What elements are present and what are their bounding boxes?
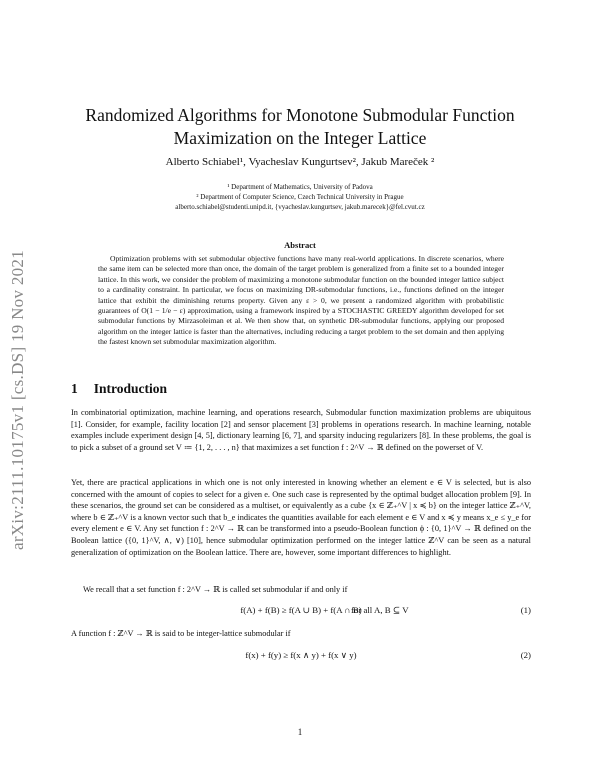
author-list: Alberto Schiabel¹, Vyacheslav Kungurtsev², Jakub Mareček ² <box>165 156 435 168</box>
page-number: 1 <box>297 727 303 737</box>
equation-2-number: (2) <box>520 650 531 660</box>
title-line-2: Maximization on the Integer Lattice <box>173 128 427 148</box>
abstract-text: Optimization problems with set submodular objective functions have many real-world applications. In discrete scenarios, where the same item can be selected more than once, the domain of the target problem is generalized from a finite set to a bounded integer lattice. In this work, we consider the problem of maximizing a monotone submodular function on the bounded integer lattice subject to a cardinality constraint. In particular, we focus on maximizing DR-submodular functions, i.e., functions defined on the integer lattice that exhibit the diminishing returns property. Given any ε > 0, we present a randomized algorithm with probabilistic guarantees of O(1 − 1/e − ε) approximation, using a framework inspired by a STOCHASTIC GREEDY algorithm developed for set submodular functions by Mirzasoleiman et al. We then show that, on synthetic DR-submodular functions, applying our proposed algorithm on the integer lattice is faster than the alternatives, including reducing a target problem to the set domain and then applying the fastest known set submodular maximization algorithm. <box>98 254 504 347</box>
paragraph-4: A function f : ℤ^V → ℝ is said to be integer-lattice submodular if <box>71 629 291 638</box>
paragraph-3: We recall that a set function f : 2^V → ℝ is called set submodular if and only if <box>83 585 348 594</box>
abstract-heading: Abstract <box>284 240 316 250</box>
author-emails: alberto.schiabel@studenti.unipd.it, {vyacheslav.kungurtsev, jakub.marecek}@fel.cvut.cz <box>175 203 425 211</box>
arxiv-identifier: arXiv:2111.10175v1 [cs.DS] 19 Nov 2021 <box>8 249 27 551</box>
equation-2-body: f(x) + f(y) ≥ f(x ∧ y) + f(x ∨ y) <box>245 650 357 660</box>
arxiv-sidebar-stamp <box>2 200 34 600</box>
equation-1-number: (1) <box>520 605 531 615</box>
equation-1-condition: for all A, B ⊆ V <box>351 605 409 615</box>
paragraph-1: In combinatorial optimization, machine learning, and operations research, Submodular function maximization problems are ubiquitous [1]. Consider, for example, facility location [2] and sensor placement [3] problems in operations research. In machine learning, notable examples include experiment design [4, 5], dictionary learning [6, 7], and sparsity inducing regularizers [8]. In these problems, the goal is to pick a subset of a ground set V ≔ {1, 2, . . . , n} that maximizes a set function f : 2^V → ℝ defined on the powerset of V. <box>71 408 531 452</box>
section-heading <box>71 381 167 397</box>
section-title: Introduction <box>93 381 168 396</box>
title-line-1: Randomized Algorithms for Monotone Submodular Function <box>85 105 515 125</box>
affiliation-1: ¹ Department of Mathematics, University of Padova <box>227 183 373 191</box>
paragraph-2: Yet, there are practical applications in which one is not only interested in knowing whether an element e ∈ V is selected, but is also concerned with the amount of copies to select for a given e. One such case is represented by the optimal budget allocation problem [9]. In these scenarios, the ground set can be considered as a multiset, or equivalently as a cube {x ∈ ℤ₊^V | x ≼ b} on the integer lattice ℤ₊^V, where b ∈ ℤ₊^V is a known vector such that b_e indicates the quantities available for each element e ∈ V and x ≼ y means x_e ≤ y_e for every element e ∈ V. Any set function f : 2^V → ℝ can be transformed into a pseudo-Boolean function ϕ : {0, 1}^V → ℝ defined on the Boolean lattice ({0, 1}^V, ∧, ∨) [10], hence submodular optimization performed on the integer lattice ℤ^V can be seen as a natural generalization of optimization on the Boolean lattice. There are, however, some important differences to highlight. <box>71 478 531 557</box>
equation-1-body: f(A) + f(B) ≥ f(A ∪ B) + f(A ∩ B) <box>240 605 362 615</box>
paper-title <box>60 104 540 150</box>
section-number: 1 <box>71 381 78 396</box>
affiliation-2: ² Department of Computer Science, Czech Technical University in Prague <box>196 193 404 201</box>
